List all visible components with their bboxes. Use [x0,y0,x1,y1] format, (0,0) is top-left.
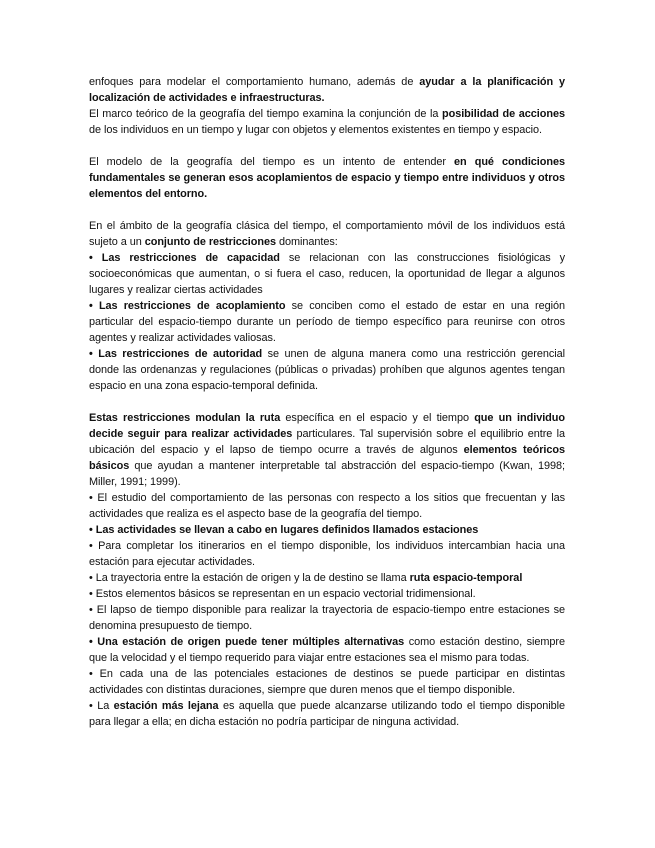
text-run: • La [89,700,114,712]
paragraph [89,250,565,298]
paragraph [89,74,565,106]
bold-text: ruta espacio-temporal [409,572,523,584]
text-run: es aquella que puede alcanzarse utilizando todo el tiempo disponible para llegar a ella; en dicha estación no podría participar de ninguna actividad. [89,700,565,728]
bold-text: conjunto de restricciones [144,236,277,248]
paragraph [89,154,565,202]
text-run: • El lapso de tiempo disponible para realizar la trayectoria de espacio-tiempo entre estaciones se denomina presupuesto de tiempo. [89,604,565,632]
bold-text: elementos teóricos básicos [89,444,565,472]
text-run: • La trayectoria entre la estación de origen y la de destino se llama [89,572,410,584]
text-run: enfoques para modelar el comportamiento humano, además de [89,76,420,88]
text-run: específica en el espacio y el tiempo [280,412,475,424]
bold-text: • Las restricciones de acoplamiento [89,300,286,312]
text-run: • En cada una de las potenciales estaciones de destinos se puede participar en distintas actividades con distintas duraciones, siempre que duren menos que el tiempo disponible. [89,668,565,696]
paragraph [89,346,565,394]
text-run: • Estos elementos básicos se representan en un espacio vectorial tridimensional. [89,588,476,600]
text-run: particulares. Tal supervisión sobre el equilibrio entre la ubicación del espacio y el lapso de tiempo ocurre a través de algunos [89,428,566,456]
bold-text: posibilidad de acciones [441,108,565,120]
text-run: En el ámbito de la geografía clásica del tiempo, el comportamiento móvil de los individuos está sujeto a un [89,220,565,248]
bold-text: en qué condiciones fundamentales se generan esos acoplamientos de espacio y tiempo entre individuos y otros elementos del entorno. [89,156,565,200]
paragraph [89,666,565,698]
text-run: como estación destino, siempre que la velocidad y el tiempo requerido para viajar entre estaciones sea el mismo para todas. [89,636,565,664]
text-run: El modelo de la geografía del tiempo es un intento de entender [89,156,455,168]
paragraph [89,634,565,666]
paragraph [89,698,565,730]
paragraph [89,106,565,138]
paragraph [89,218,565,250]
text-run: de los individuos en un tiempo y lugar con objetos y elementos existentes en tiempo y espacio. [89,124,542,136]
paragraph [89,586,565,602]
text-run: se conciben como el estado de estar en una región particular del espacio-tiempo durante un período de tiempo específico para reunirse con otros agentes y realizar actividades valiosas. [89,300,565,344]
bold-text: ayudar a la planificación y localización de actividades e infraestructuras. [89,76,565,104]
document-body [89,74,565,730]
bold-text: • Las restricciones de capacidad [89,252,280,264]
bold-text: • Las actividades se llevan a cabo en lugares definidos llamados estaciones [89,524,479,536]
paragraph-spacer [89,394,565,410]
paragraph [89,298,565,346]
text-run: se unen de alguna manera como una restricción gerencial donde las ordenanzas y regulaciones (públicas o privadas) prohíben que algunos agentes tengan espacio en una zona espacio-temporal definida. [89,348,565,392]
text-run: • El estudio del comportamiento de las personas con respecto a los sitios que frecuentan y las actividades que realiza es el aspecto base de la geografía del tiempo. [89,492,565,520]
text-run: • Para completar los itinerarios en el tiempo disponible, los individuos intercambian hacia una estación para ejecutar actividades. [89,540,565,568]
bold-text: estación más lejana [113,700,219,712]
paragraph [89,570,565,586]
paragraph [89,538,565,570]
paragraph-spacer [89,202,565,218]
text-run: dominantes: [276,236,338,248]
paragraph [89,410,565,490]
text-run: que ayudan a mantener interpretable tal abstracción del espacio-tiempo (Kwan, 1998; Miller, 1991; 1999). [89,460,565,488]
bold-text: que un individuo decide seguir para realizar actividades [89,412,565,440]
bold-text: • Una estación de origen puede tener múltiples alternativas [89,636,405,648]
text-run: El marco teórico de la geografía del tiempo examina la conjunción de la [89,108,442,120]
paragraph [89,602,565,634]
paragraph-spacer [89,138,565,154]
bold-text: • Las restricciones de autoridad [89,348,263,360]
bold-text: Estas restricciones modulan la ruta [89,412,281,424]
text-run: se relacionan con las construcciones fisiológicas y socioeconómicas que aumentan, o si fuera el caso, reducen, la oportunidad de llegar a algunos lugares y realizar ciertas actividades [89,252,565,296]
paragraph [89,490,565,522]
paragraph [89,522,565,538]
